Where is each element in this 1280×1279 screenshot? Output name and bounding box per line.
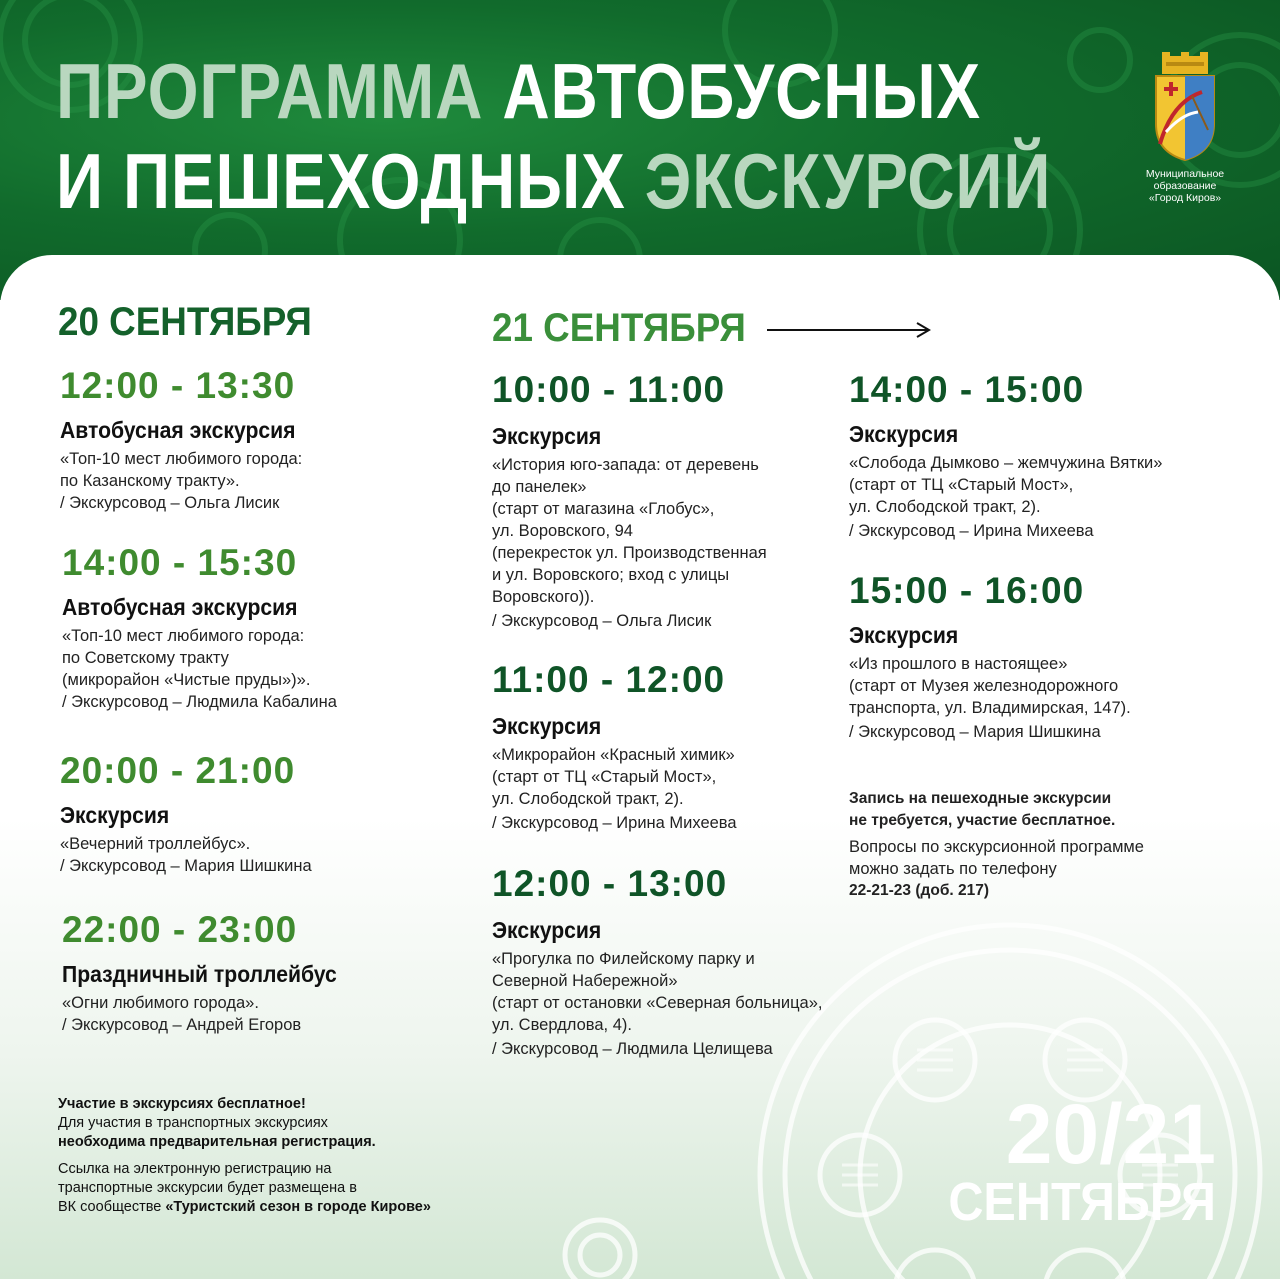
event-guide: / Экскурсовод – Ирина Михеева <box>492 814 737 832</box>
event-description: «Прогулка по Филейскому парку и Северной Набережной» (старт от остановки «Северная больница», ул. Свердлова, 4). <box>492 950 823 1034</box>
day-21-header <box>492 306 952 354</box>
city-emblem <box>1130 52 1240 204</box>
kirov-coat-of-arms-icon <box>1152 52 1218 162</box>
event-time: 22:00 - 23:00 <box>62 909 298 950</box>
event-type: Экскурсия <box>492 917 602 943</box>
event-guide: / Экскурсовод – Мария Шишкина <box>60 857 312 875</box>
event-card <box>492 370 767 632</box>
event-time: 20:00 - 21:00 <box>60 750 296 791</box>
date-heading-21: 21 СЕНТЯБРЯ <box>492 306 746 350</box>
note-free-participation: Участие в экскурсиях бесплатное! <box>58 1096 306 1112</box>
event-card <box>849 571 1131 743</box>
note-vk-text: ВК сообществе <box>58 1199 166 1215</box>
event-guide: / Экскурсовод – Людмила Целищева <box>492 1040 773 1058</box>
event-time: 14:00 - 15:30 <box>62 542 298 583</box>
vk-community-name: «Туристский сезон в городе Кирове» <box>165 1199 431 1215</box>
event-type: Экскурсия <box>492 423 602 449</box>
event-type: Экскурсия <box>849 622 959 648</box>
title-line-2 <box>56 137 1052 225</box>
event-type: Автобусная экскурсия <box>60 417 296 443</box>
big-date-month: СЕНТЯБРЯ <box>948 1172 1216 1232</box>
event-card <box>60 751 312 877</box>
note-registration-required: необходима предварительная регистрация. <box>58 1134 376 1150</box>
event-type: Праздничный троллейбус <box>62 961 337 987</box>
event-guide: / Экскурсовод – Мария Шишкина <box>849 723 1101 741</box>
event-type: Экскурсия <box>60 802 170 828</box>
event-type: Экскурсия <box>849 421 959 447</box>
event-guide: / Экскурсовод – Андрей Егоров <box>62 1016 302 1034</box>
event-description: «Огни любимого города». <box>62 994 259 1012</box>
arrow-right-icon <box>767 320 932 340</box>
event-description: «Вечерний троллейбус». <box>60 835 251 853</box>
event-card <box>849 370 1162 542</box>
event-guide: / Экскурсовод – Ольга Лисик <box>60 494 280 512</box>
note-line: Ссылка на электронную регистрацию на <box>58 1161 332 1177</box>
emblem-caption-line: «Город Киров» <box>1148 192 1222 204</box>
event-description: «Топ-10 мест любимого города: по Казанскому тракту». <box>60 450 303 490</box>
emblem-caption-line: образование <box>1153 180 1217 192</box>
event-description: «Слобода Дымково – жемчужина Вятки» (старт от ТЦ «Старый Мост», ул. Слободской тракт, 2). <box>849 454 1163 516</box>
note-line: Для участия в транспортных экскурсиях <box>58 1115 328 1131</box>
big-date-stamp <box>900 1087 1216 1232</box>
event-description: «Топ-10 мест любимого города: по Советскому тракту (микрорайон «Чистые пруды»)». <box>62 627 311 689</box>
event-guide: / Экскурсовод – Ольга Лисик <box>492 612 712 630</box>
walking-tours-info <box>849 788 1209 902</box>
event-card <box>492 864 822 1060</box>
title-line-1 <box>56 47 981 135</box>
emblem-caption-line: Муниципальное <box>1145 168 1225 180</box>
info-bold-line: Запись на пешеходные экскурсии <box>849 790 1112 807</box>
event-time: 10:00 - 11:00 <box>492 369 726 410</box>
info-line: Вопросы по экскурсионной программе <box>849 838 1144 856</box>
event-guide: / Экскурсовод – Ирина Михеева <box>849 522 1094 540</box>
event-description: «Микрорайон «Красный химик» (старт от ТЦ «Старый Мост», ул. Слободской тракт, 2). <box>492 746 735 808</box>
event-time: 11:00 - 12:00 <box>492 659 726 700</box>
info-bold-line: не требуется, участие бесплатное. <box>849 812 1116 829</box>
event-guide: / Экскурсовод – Людмила Кабалина <box>62 693 337 711</box>
event-type: Экскурсия <box>492 713 602 739</box>
day-20-column <box>58 300 458 1215</box>
info-phone: 22-21-23 (доб. 217) <box>849 882 990 899</box>
note-line-vk <box>58 1198 458 1217</box>
emblem-caption <box>1130 168 1240 204</box>
note-line: транспортные экскурсии будет размещена в <box>58 1180 357 1196</box>
info-line: можно задать по телефону <box>849 860 1057 878</box>
event-description: «История юго-запада: от деревень до панелек» (старт от магазина «Глобус», ул. Воровского, 94 (перекресток ул. Производственная и ул. Воровского; вход с улицы Воровского)). <box>492 456 767 606</box>
event-time: 14:00 - 15:00 <box>849 369 1085 410</box>
event-card <box>492 660 737 834</box>
title-word-avtobusnyh: АВТОБУСНЫХ <box>502 47 981 135</box>
big-date-numbers: 20/21 <box>1005 1087 1216 1181</box>
event-time: 12:00 - 13:30 <box>60 365 296 406</box>
event-card <box>60 366 316 514</box>
title-word-ekskursiy: ЭКСКУРСИЙ <box>644 137 1052 225</box>
event-time: 15:00 - 16:00 <box>849 570 1085 611</box>
date-heading-20: 20 СЕНТЯБРЯ <box>58 300 312 344</box>
event-time: 12:00 - 13:00 <box>492 863 728 904</box>
title-word-peshehodnyh: И ПЕШЕХОДНЫХ <box>56 137 626 225</box>
event-type: Автобусная экскурсия <box>62 594 298 620</box>
title-word-programma: ПРОГРАММА <box>56 47 484 135</box>
event-card <box>62 543 337 713</box>
event-card <box>62 910 361 1036</box>
event-description: «Из прошлого в настоящее» (старт от Музея железнодорожного транспорта, ул. Владимирская, 147). <box>849 655 1131 717</box>
registration-note <box>58 1095 458 1217</box>
